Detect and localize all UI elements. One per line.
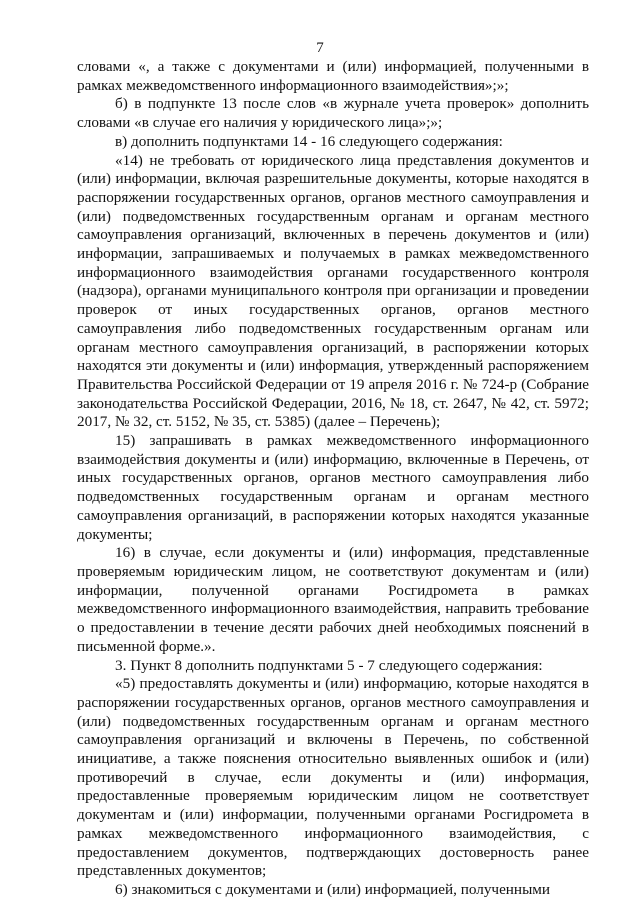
paragraph-4: «14) не требовать от юридического лица представления документов и (или) информации, включая разрешительные документы, которые находятся в распоряжении государственных органов, органов местного самоуправления и (или) подведомственных государственным органам и органам местного самоуправления организаций, включенных в перечень документов и (или) информации, запрашиваемых и получаемых в рамках межведомственного информационного взаимодействия органами государственного контроля (надзора), органами муниципального контроля при организации и проведении проверок от иных государственных органов, органов местного самоуправления либо подведомственных государственным органам или органам местного самоуправления организаций, в распоряжении которых находятся эти документы и (или) информация, утвержденный распоряжением Правительства Российской Федерации от 19 апреля 2016 г. № 724-р (Собрание законодательства Российской Федерации, 2016, № 18, ст. 2647, № 42, ст. 5972; 2017, № 32, ст. 5152, № 35, ст. 5385) (далее – Перечень); xyxy=(77,151,589,431)
paragraph-5: 15) запрашивать в рамках межведомственного информационного взаимодействия документы и (или) информацию, включенные в Перечень, от иных государственных органов, органов местного самоуправления либо подведомственных государственным органам и органам местного самоуправления организаций, в распоряжении которых находятся указанные документы; xyxy=(77,432,589,543)
paragraph-8: «5) предоставлять документы и (или) информацию, которые находятся в распоряжении государственных органов, органов местного самоуправления и (или) подведомственных государственным органам и органам местного самоуправления организаций и включены в Перечень, по собственной инициативе, а также пояснения относительно выявленных ошибок и (или) противоречий в случае, если документы и (или) информация, предоставленные проверяемым юридическим лицом не соответствует документам и (или) информации, полученными органами Росгидромета в рамках межведомственного информационного взаимодействия, с предоставлением документов, подтверждающих достоверность ранее представленных документов; xyxy=(77,675,589,880)
document-body xyxy=(77,58,589,900)
paragraph-6: 16) в случае, если документы и (или) информация, представленные проверяемым юридическим лицом, не соответствуют документам и (или) информации, полученной органами Росгидромета в рамках межведомственного информационного взаимодействия, направить требование о предоставлении в течение десяти рабочих дней необходимых пояснений в письменной форме.». xyxy=(77,544,589,655)
paragraph-3: в) дополнить подпунктами 14 - 16 следующего содержания: xyxy=(115,132,503,150)
paragraph-9: 6) знакомиться с документами и (или) информацией, полученными xyxy=(115,880,551,898)
page-number: 7 xyxy=(316,40,324,56)
paragraph-2: б) в подпункте 13 после слов «в журнале учета проверок» дополнить словами «в случае его наличия у юридического лица»;»; xyxy=(77,95,589,132)
paragraph-1: словами «, а также с документами и (или) информацией, полученными в рамках межведомственного информационного взаимодействия»;»; xyxy=(77,58,589,94)
paragraph-7: 3. Пункт 8 дополнить подпунктами 5 - 7 следующего содержания: xyxy=(115,656,543,674)
